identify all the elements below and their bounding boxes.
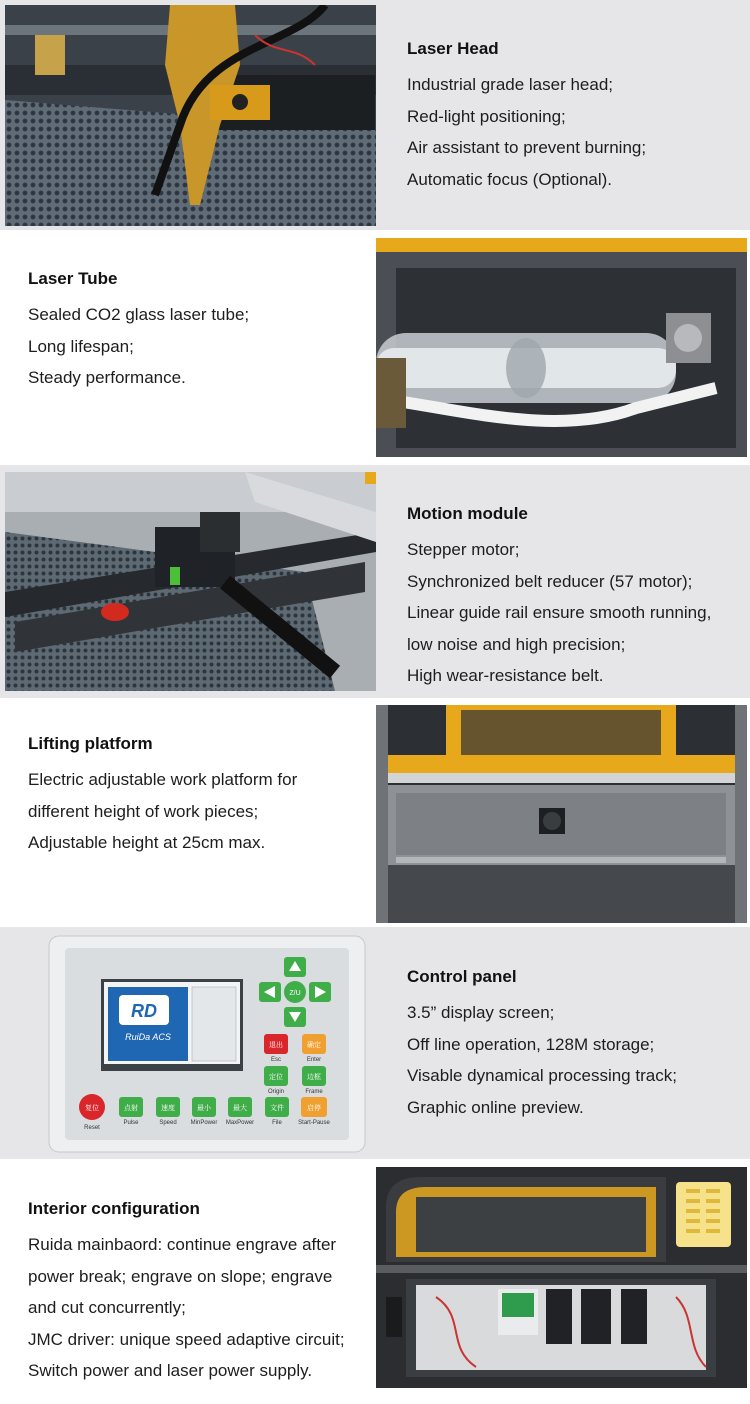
section-title: Laser Tube: [28, 269, 118, 288]
interior-configuration-photo: [376, 1167, 747, 1388]
feature-line: Industrial grade laser head;: [407, 75, 614, 94]
speed-label: Speed: [159, 1120, 177, 1126]
control-panel-photo: [48, 935, 366, 1153]
feature-line: Visable dynamical processing track;: [407, 1066, 677, 1086]
speed-cn-label: 速度: [161, 1105, 175, 1112]
origin-label: Origin: [267, 1089, 285, 1095]
enter-label: Enter: [306, 1057, 322, 1063]
panel-logo: RD: [131, 1001, 157, 1021]
file-label: File: [272, 1120, 282, 1126]
feature-line: Steady performance.: [28, 368, 186, 388]
pulse-label: Pulse: [123, 1120, 139, 1126]
section-title: Control panel: [407, 967, 517, 986]
laser-head-photo: [5, 5, 376, 226]
section-title: Interior configuration: [28, 1199, 200, 1218]
feature-line: High wear-resistance belt.: [407, 666, 604, 686]
laser-tube-photo: [376, 238, 747, 457]
maxpower-cn-label: 最大: [233, 1105, 247, 1112]
motion-module-photo: [5, 472, 376, 691]
lifting-platform-photo: [376, 705, 747, 923]
feature-line: and cut concurrently;: [28, 1298, 186, 1318]
zu-label: Z/U: [289, 990, 301, 997]
feature-line: JMC driver: unique speed adaptive circuit;: [28, 1329, 345, 1349]
feature-line: Linear guide rail ensure smooth running,: [407, 603, 712, 623]
feature-line: Electric adjustable work platform for: [28, 770, 298, 789]
file-cn-label: 文件: [270, 1105, 284, 1112]
section-title: Motion module: [407, 504, 528, 523]
feature-line: Adjustable height at 25cm max.: [28, 833, 266, 853]
start-pause-cn-label: 启停: [307, 1105, 321, 1112]
feature-line: power break; engrave on slope; engrave: [28, 1266, 333, 1286]
minpower-cn-label: 最小: [197, 1105, 211, 1112]
minpower-label: MinPower: [190, 1120, 218, 1126]
esc-cn-label: 退出: [269, 1042, 283, 1049]
enter-cn-label: 确定: [307, 1042, 321, 1049]
motion-module-text: [407, 502, 711, 692]
feature-line: Long lifespan;: [28, 336, 134, 356]
panel-brand: RuiDa ACS: [125, 1032, 171, 1042]
feature-line: different height of work pieces;: [28, 801, 259, 821]
reset-label: Reset: [84, 1125, 100, 1131]
feature-line: Air assistant to prevent burning;: [407, 138, 647, 158]
feature-line: Off line operation, 128M storage;: [407, 1034, 655, 1054]
feature-line: low noise and high precision;: [407, 634, 626, 654]
feature-line: Sealed CO2 glass laser tube;: [28, 305, 250, 324]
feature-line: Synchronized belt reducer (57 motor);: [407, 571, 693, 591]
feature-line: Graphic online preview.: [407, 1097, 584, 1117]
feature-line: Switch power and laser power supply.: [28, 1361, 313, 1381]
esc-label: Esc: [270, 1057, 282, 1063]
control-panel-text: [407, 965, 677, 1123]
reset-cn-label: 复位: [85, 1105, 99, 1112]
section-title: Lifting platform: [28, 734, 153, 753]
feature-line: Ruida mainbaord: continue engrave after: [28, 1235, 337, 1254]
laser-head-text: [407, 37, 646, 195]
section-title: Laser Head: [407, 39, 499, 58]
interior-configuration-text: [28, 1197, 345, 1387]
start-pause-label: Start-Pause: [298, 1120, 330, 1126]
origin-cn-label: 定位: [269, 1074, 283, 1081]
frame-label: Frame: [305, 1089, 323, 1095]
feature-line: Stepper motor;: [407, 540, 520, 559]
laser-tube-text: [28, 267, 249, 394]
pulse-cn-label: 点射: [124, 1105, 138, 1112]
maxpower-label: MaxPower: [225, 1120, 255, 1126]
feature-line: Red-light positioning;: [407, 106, 566, 126]
frame-cn-label: 边框: [307, 1074, 321, 1081]
lifting-platform-text: [28, 732, 297, 859]
feature-line: Automatic focus (Optional).: [407, 169, 613, 189]
feature-line: 3.5” display screen;: [407, 1003, 555, 1022]
